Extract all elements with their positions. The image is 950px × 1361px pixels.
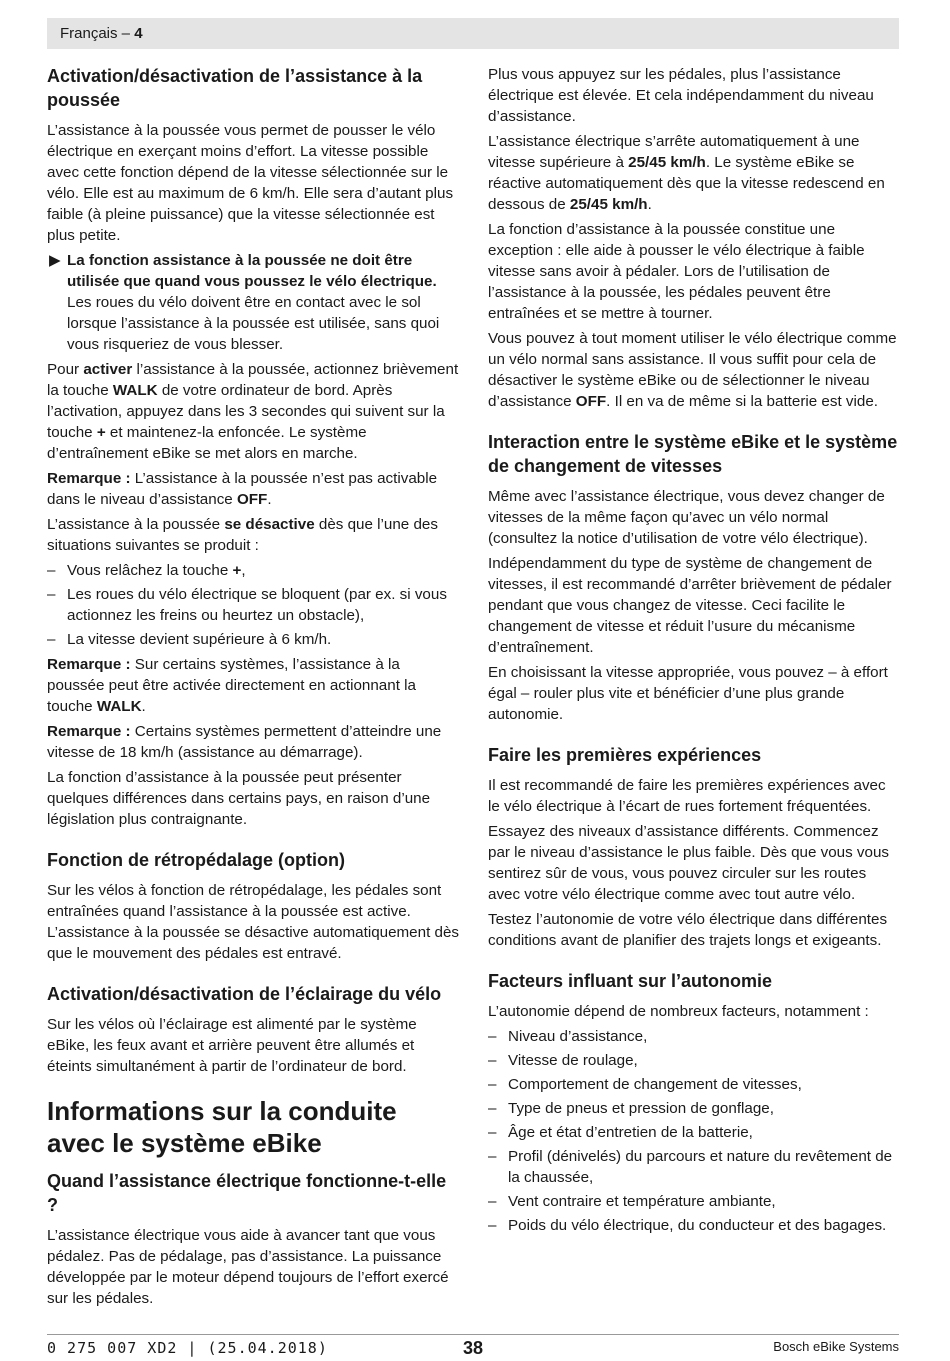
paragraph: Plus vous appuyez sur les pédales, plus l’assistance électrique est élevée. Et cela indépendamment du niveau d’assistance. [488,66,874,125]
brand-name: Bosch eBike Systems [773,1339,899,1354]
paragraph: Essayez des niveaux d’assistance différents. Commencez par le niveau d’assistance le plus faible. Dès que vous vous sentirez sûr de vous, vous pouvez circuler sur les routes avec votre vélo électrique comme avec tout autre vélo. [488,823,890,903]
list-item: – Vous relâchez la touche +, [47,560,459,581]
remark: Remarque : L’assistance à la poussée n’est pas activable dans le niveau d’assistance OFF. [47,470,438,508]
factors-list [488,1026,900,1236]
list-item: – Vitesse de roulage, [488,1050,900,1071]
list-item: – Poids du vélo électrique, du conducteur et des bagages. [488,1215,900,1236]
warning: ▶ La fonction assistance à la poussée ne doit être utilisée que quand vous poussez le vélo électrique. Les roues du vélo doivent être en contact avec le sol lorsque l’assistance à la poussée est utilisée, sans quoi vous risqueriez de vous blesser. [49,252,440,353]
list-item: – Âge et état d’entretien de la batterie, [488,1122,900,1143]
remark: Remarque : Certains systèmes permettent d’atteindre une vitesse de 18 km/h (assistance au démarrage). [47,723,442,761]
paragraph: En choisissant la vitesse appropriée, vous pouvez – à effort égal – rouler plus vite et bénéficier d’une plus grande autonomie. [488,664,888,723]
paragraph: L’autonomie dépend de nombreux facteurs, notamment : [488,1003,869,1020]
heading-premieres: Faire les premières expériences [488,745,762,765]
paragraph: L’assistance électrique s’arrête automatiquement à une vitesse supérieure à 25/45 km/h. Le système eBike se réactive automatiquement dès que la vitesse redescend en dessous de 25/45 km/h. [488,133,885,213]
list-item: – Niveau d’assistance, [488,1026,900,1047]
dash-list [47,560,459,650]
list-item: – Vent contraire et température ambiante, [488,1191,900,1212]
list-item: – Type de pneus et pression de gonflage, [488,1098,900,1119]
list-item: – Profil (dénivelés) du parcours et nature du revêtement de la chaussée, [488,1146,900,1188]
paragraph: L’assistance à la poussée se désactive dès que l’une des situations suivantes se produit : [47,516,438,554]
arrow-icon: ▶ [49,252,61,269]
list-item: – Les roues du vélo électrique se bloquent (par ex. si vous actionnez les freins ou heurtez un obstacle), [47,584,459,626]
paragraph: Il est recommandé de faire les premières expériences avec le vélo électrique à l’écart de rues fortement fréquentées. [488,777,886,815]
paragraph: Testez l’autonomie de votre vélo électrique dans différentes conditions avant de planifier des trajets longs et exigeants. [488,911,888,949]
list-item: – Comportement de changement de vitesses, [488,1074,900,1095]
left-column [47,64,459,1313]
heading-retropedalage: Fonction de rétropédalage (option) [47,850,345,870]
paragraph: L’assistance à la poussée vous permet de pousser le vélo électrique en exerçant moins d’effort. La vitesse possible avec cette fonction dépend de la vitesse sélectionnée sur le vélo. Elle est au maximum de 6 km/h. Elle sera d’autant plus faible (à pleine puissance) que la vitesse sélectionnée est plus petite. [47,122,454,244]
right-column [488,64,900,1240]
paragraph: Vous pouvez à tout moment utiliser le vélo électrique comme un vélo normal sans assistance. Il vous suffit pour cela de désactiver le système eBike ou de sélectionner le niveau d’assistance OFF. Il en va de même si la batterie est vide. [488,330,897,410]
paragraph: Indépendamment du type de système de changement de vitesses, il est recommandé d’arrêter brièvement de pédaler pendant que vous changez de vitesse. Ceci facilite le changement de vitesse et réduit l’usure du mécanisme d’entraînement. [488,555,892,656]
paragraph: Même avec l’assistance électrique, vous devez changer de vitesses de la même façon qu’avec un vélo normal (consultez la notice d’utilisation de votre vélo électrique). [488,488,885,547]
heading-facteurs: Facteurs influant sur l’autonomie [488,971,773,991]
paragraph: L’assistance électrique vous aide à avancer tant que vous pédalez. Pas de pédalage, pas d’assistance. La puissance développée par le moteur dépend toujours de l’effort exercé sur les pédales. [47,1227,449,1307]
heading-interaction: Interaction entre le système eBike et le système de changement de vitesses [488,432,898,476]
heading-eclairage: Activation/désactivation de l’éclairage du vélo [47,984,442,1004]
page-number: 38 [462,1338,484,1358]
document-code: 0 275 007 XD2 | (25.04.2018) [47,1339,328,1357]
header-page: 4 [134,25,143,42]
header-label: Français – 4 [60,25,143,42]
paragraph: Sur les vélos à fonction de rétropédalage, les pédales sont entraînées quand l’assistance à la poussée est active. L’assistance à la poussée se désactive automatiquement dès que le mouvement des pédales est entravé. [47,882,460,962]
paragraph: La fonction d’assistance à la poussée constitue une exception : elle aide à pousser le vélo électrique à faible vitesse sans avoir à pédaler. Lors de l’utilisation de l’assistance à la poussée, les pédales peuvent être entraînées et se mettre à tourner. [488,221,865,322]
list-item: – La vitesse devient supérieure à 6 km/h. [47,629,459,650]
paragraph: Sur les vélos où l’éclairage est alimenté par le système eBike, les feux avant et arrière peuvent être allumés et éteints simultanément à partir de l’ordinateur de bord. [47,1016,417,1075]
section-title: Informations sur la conduite avec le système eBike [47,1096,397,1158]
heading-quand: Quand l’assistance électrique fonctionne-t-elle ? [47,1171,447,1215]
paragraph: La fonction d’assistance à la poussée peut présenter quelques différences dans certains pays, en raison d’une législation plus contraignante. [47,769,431,828]
heading-activation: Activation/désactivation de l’assistance à la poussée [47,66,423,110]
page-footer [47,1334,899,1361]
paragraph: Pour activer l’assistance à la poussée, actionnez brièvement la touche WALK de votre ordinateur de bord. Après l’activation, appuyez dans les 3 secondes qui suivent sur la touche + et maintenez-la enfoncée. Le système d’entraînement eBike se met alors en marche. [47,361,459,462]
page-header [47,18,899,49]
remark: Remarque : Sur certains systèmes, l’assistance à la poussée peut être activée directement en actionnant la touche WALK. [47,656,416,715]
